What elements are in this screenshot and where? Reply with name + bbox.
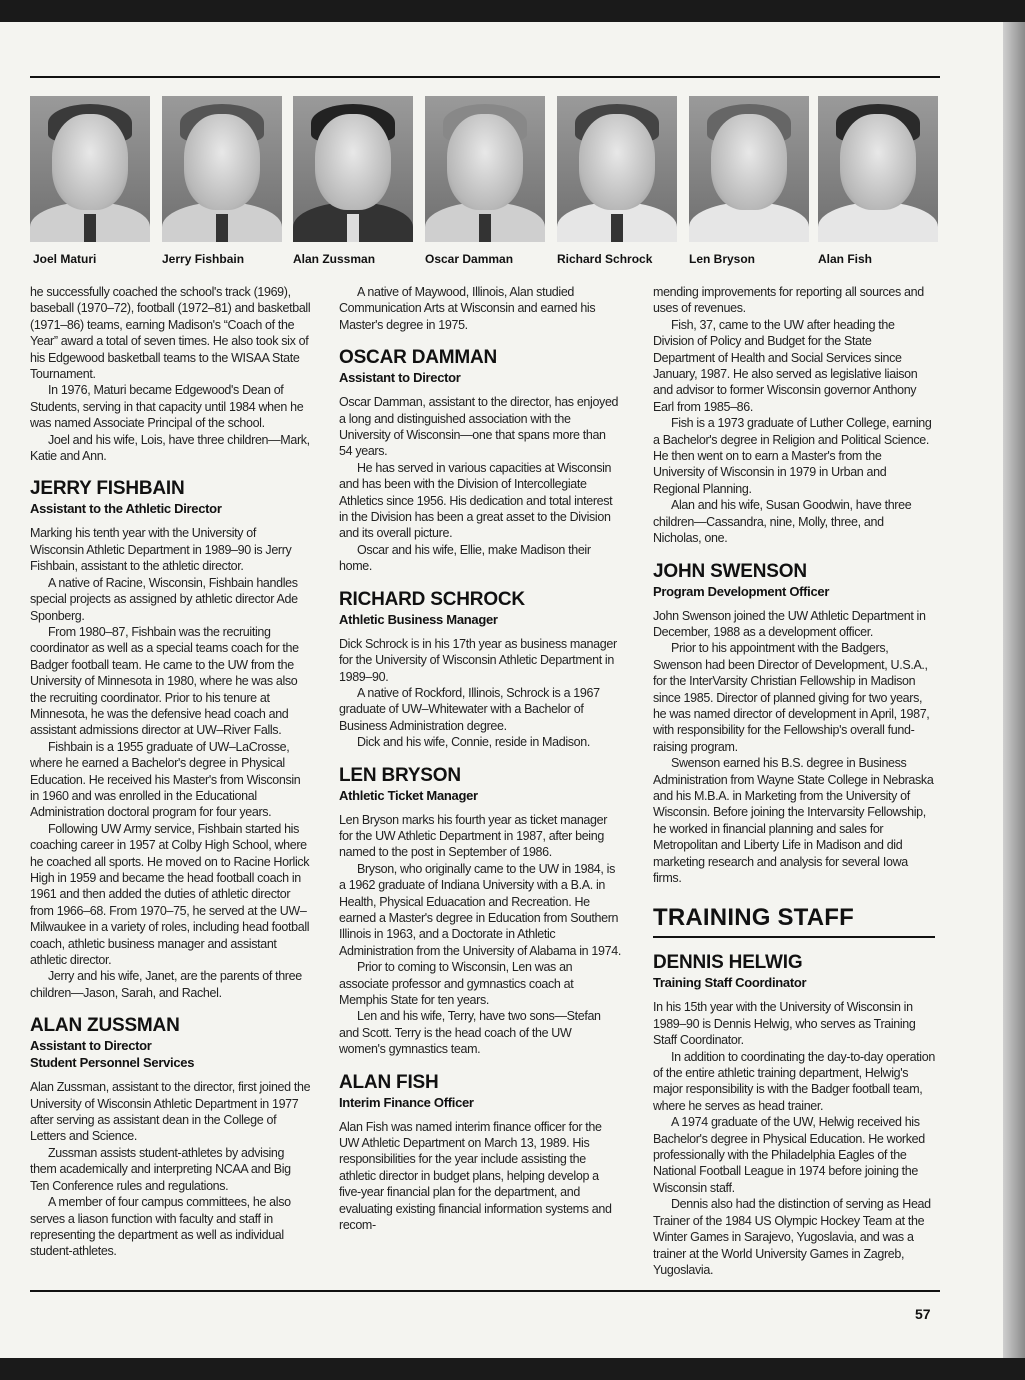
caption-joel-maturi: Joel Maturi [33,252,97,266]
section-subtitle-damman: Assistant to Director [339,370,461,386]
section-subtitle-helwig: Training Staff Coordinator [653,975,807,991]
body-paragraph: A native of Rockford, Illinois, Schrock is a 1967 graduate of UW–Whitewater with a Bachelor of Business Administration degree. [339,685,600,733]
section-heading-schrock: RICHARD SCHROCK [339,588,525,610]
caption-alan-zussman: Alan Zussman [293,252,376,266]
top-rule [30,76,940,78]
section-heading-zussman: ALAN ZUSSMAN [30,1015,180,1037]
caption-alan-fish: Alan Fish [818,252,873,266]
body-paragraph: Swenson earned his B.S. degree in Business Administration from Wayne State College in Nebraska and his M.B.A. in Marketing from the University of Wisconsin. Before joining the Intervarsity Fellowship, he worked in financial planning and sales for Metropolitan and Liberty Life in Madison and did marketing research and analysis for several Iowa firms. [653,756,934,885]
section-heading-fishbain: JERRY FISHBAIN [30,478,185,500]
body-paragraph: Jerry and his wife, Janet, are the parents of three children—Jason, Sarah, and Rachel. [30,969,302,1000]
body-paragraph: He has served in various capacities at Wisconsin and has been with the Division of Intercollegiate Athletics since 1956. His dedication and total interest in the Division has been a great asset to the Division and its overall picture. [339,460,613,541]
body-paragraph: In addition to coordinating the day-to-day operation of the entire athletic training department, Helwig's major responsibility is with the Badger football team, where he serves as head trainer. [653,1049,935,1113]
section-heading-helwig: DENNIS HELWIG [653,952,803,974]
body-paragraph: In his 15th year with the University of Wisconsin in 1989–90 is Dennis Helwig, who serves as Training Staff Coordinator. [653,1000,916,1048]
body-paragraph: he successfully coached the school's track (1969), baseball (1970–72), football (1972–81) and basketball (1971–86) teams, earning Madison's “Coach of the Year” award a total of seven times. He also took six of his Edgewood basketball teams to the WISAA State Tournament. [30,285,311,382]
body-paragraph: Joel and his wife, Lois, have three children—Mark, Katie and Ann. [30,432,310,464]
body-paragraph: Alan and his wife, Susan Goodwin, have three children—Cassandra, nine, Molly, three, and Nicholas, one. [653,498,912,546]
body-paragraph: From 1980–87, Fishbain was the recruiting coordinator as well as a special teams coach for the Badger football team. He came to the UW from the University of Minnesota in 1980, where he was also the recruiting coordinator. Prior to his tenure at Minnesota, he was the defensive head coach and assistant admissions director at UW–River Falls. [30,624,299,738]
body-paragraph: Prior to his appointment with the Badgers, Swenson had been Director of Development, U.S.A., for the InterVarsity Christian Fellowship in Madison since 1985. Director of planned giving for two years, he was named director of development in April, 1987, with responsibility for the Fellowship's overall fund-raising program. [653,641,930,754]
section-subtitle-swenson: Program Development Officer [653,583,830,599]
body-paragraph: Len Bryson marks his fourth year as ticket manager for the UW Athletic Department in 1987, after being named to the post in September of 1986. [339,812,608,860]
section-heading-fish: ALAN FISH [339,1071,439,1093]
page-number: 57 [915,1306,931,1322]
photo-alan-zussman [293,96,413,242]
body-paragraph: Bryson, who originally came to the UW in 1984, is a 1962 graduate of Indiana University with a B.A. in Health, Physical Eduacation and Recreation. He earned a Master's degree in Education from Southern Illinois in 1963, and a Doctorate in Athletic Administration from the University of Alabama in 1974. [339,861,621,958]
column-2 [339,284,621,1233]
body-paragraph: Fish, 37, came to the UW after heading the Division of Policy and Budget for the State Department of Health and Social Services since January, 1987. He also served as legislative liaison and advisor to former Wisconsin governor Anthony Earl from 1985–86. [653,317,918,414]
body-paragraph: Dick Schrock is in his 17th year as business manager for the University of Wisconsin Athletic Department in 1989–90. [339,636,617,684]
section-subtitle-zussman: Assistant to Director [30,1038,152,1054]
body-paragraph: mending improvements for reporting all sources and uses of revenues. [653,285,924,316]
body-paragraph: Dennis also had the distinction of serving as Head Trainer of the 1984 US Olympic Hockey Team at the Winter Games in Sarajevo, Yugoslavia, and was a trainer at the World University Games in Zagreb, Yugoslavia. [653,1197,931,1277]
body-paragraph: Fish is a 1973 graduate of Luther College, earning a Bachelor's degree in Religion and Political Science. He then went on to earn a Master's from the University of Wisconsin in 1979 in Urban and Regional Planning. [653,416,932,496]
body-paragraph: John Swenson joined the UW Athletic Department in December, 1988 as a development officer. [653,608,926,639]
body-paragraph: A native of Maywood, Illinois, Alan studied Communication Arts at Wisconsin and earned his Master's degree in 1975. [339,285,596,332]
section-subtitle-bryson: Athletic Ticket Manager [339,787,478,803]
body-paragraph: Len and his wife, Terry, have two sons—Stefan and Scott. Terry is the head coach of the UW women's gymnastics team. [339,1009,601,1057]
body-paragraph: Oscar Damman, assistant to the director, has enjoyed a long and distinguished association with the University of Wisconsin—one that spans more than 54 years. [339,395,619,459]
body-paragraph: Oscar and his wife, Ellie, make Madison their home. [339,542,591,574]
body-paragraph: A native of Racine, Wisconsin, Fishbain handles special projects as assigned by athletic director Ade Sponberg. [30,575,298,623]
section-subtitle-fishbain: Assistant to the Athletic Director [30,501,222,517]
body-paragraph: A member of four campus committees, he also serves a liason function with faculty and staff in representing the department as well as individual student-athletes. [30,1195,291,1259]
section-heading-swenson: JOHN SWENSON [653,560,807,582]
photo-oscar-damman [425,96,545,242]
bottom-rule [30,1290,940,1292]
magazine-page [0,22,1003,1358]
photo-richard-schrock [557,96,677,242]
caption-oscar-damman: Oscar Damman [425,252,514,266]
caption-richard-schrock: Richard Schrock [557,252,653,266]
section-subtitle-fish: Interim Finance Officer [339,1094,474,1110]
body-paragraph: Following UW Army service, Fishbain started his coaching career in 1957 at Colby High School, where he coached all sports. He moved on to Racine Horlick High in 1959 and became the head football coach in 1961 and then added the duties of athletic director from 1966–68. From 1970–75, he served at the UW–Milwaukee in a variety of roles, including head football coach, athletic business manager and assistant athletic director. [30,821,310,968]
section-heading-damman: OSCAR DAMMAN [339,347,498,369]
page-edge [1003,22,1025,1358]
photo-alan-fish [818,96,938,242]
body-paragraph: Marking his tenth year with the University of Wisconsin Athletic Department in 1989–90 is Jerry Fishbain, assistant to the athletic director. [30,526,292,574]
column-3 [653,284,935,1278]
body-paragraph: In 1976, Maturi became Edgewood's Dean of Students, serving in that capacity until 1984 when he was named Associate Principal of the school. [30,383,304,431]
photo-joel-maturi [30,96,150,242]
caption-len-bryson: Len Bryson [689,252,756,266]
photo-len-bryson [689,96,809,242]
section-heading-bryson: LEN BRYSON [339,764,461,786]
body-paragraph: Dick and his wife, Connie, reside in Madison. [357,735,590,750]
photo-jerry-fishbain [162,96,282,242]
caption-jerry-fishbain: Jerry Fishbain [162,252,245,266]
section-subtitle-schrock: Athletic Business Manager [339,611,498,627]
section-subtitle-zussman-2: Student Personnel Services [30,1055,195,1071]
column-1 [30,284,312,1260]
body-paragraph: Alan Fish was named interim finance officer for the UW Athletic Department on March 13, 1989. His responsibilities for the year include assisting the athletic director in budget plans, helping develop a five-year financial plan for the department, and evaluating existing financial information systems and recom- [339,1119,612,1233]
body-paragraph: Prior to coming to Wisconsin, Len was an associate professor and gymnastics coach at Memphis State for ten years. [339,960,574,1007]
body-paragraph: A 1974 graduate of the UW, Helwig received his Bachelor's degree in Physical Education. He worked professionally with the Philadelphia Eagles of the National Football League in 1974 before joining the Wisconsin staff. [653,1115,925,1195]
training-staff-heading: TRAINING STAFF [653,904,935,938]
body-paragraph: Fishbain is a 1955 graduate of UW–LaCrosse, where he earned a Bachelor's degree in Physical Education. He received his Master's from Wisconsin in 1960 and was enrolled in the Educational Administration doctoral program for four years. [30,739,301,820]
body-paragraph: Zussman assists student-athletes by advising them academically and interpreting NCAA and Big Ten Conference rules and regulations. [30,1145,291,1193]
body-paragraph: Alan Zussman, assistant to the director, first joined the University of Wisconsin Athletic Department in 1977 after serving as assistant dean in the College of Letters and Science. [30,1080,311,1144]
